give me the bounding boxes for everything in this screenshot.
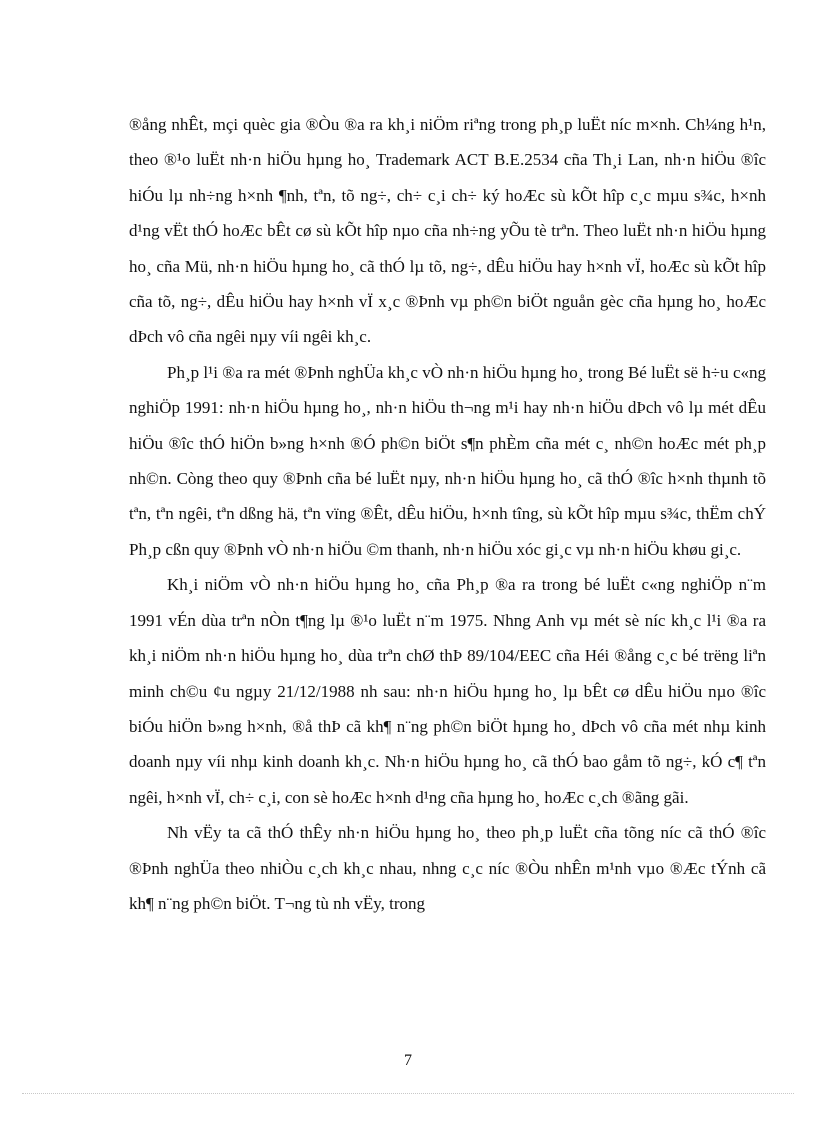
paragraph-2: Ph¸p l¹i ®a ra mét ®Þnh nghÜa kh¸c vÒ nh·n hiÖu hµng ho¸ trong Bé luËt së h÷u c«ng nghiÖp 1991: nh·n hiÖu hµng ho¸, nh·n hiÖu th¬ng m¹i hay nh·n hiÖu dÞch vô lµ mét dÊu hiÖu ®îc thÓ hiÖn b»ng h×nh ®Ó ph©n biÖt s¶n phÈm cña mét c¸ nh©n hoÆc mét ph¸p nh©n. Còng theo quy ®Þnh cña bé luËt nµy, nh·n hiÖu hµng ho¸ cã thÓ ®îc h×nh thµnh tõ tªn, tªn ngêi, tªn dßng hä, tªn vïng ®Êt, dÊu hiÖu, h×nh tîng, sù kÕt hîp mµu s¾c, thËm chÝ Ph¸p cßn quy ®Þnh vÒ nh·n hiÖu ©m thanh, nh·n hiÖu xóc gi¸c vµ nh·n hiÖu khøu gi¸c. bbox=[129, 362, 766, 559]
page-bottom-divider bbox=[22, 1093, 794, 1094]
paragraph-3: Kh¸i niÖm vÒ nh·n hiÖu hµng ho¸ cña Ph¸p ®a ra trong bé luËt c«ng nghiÖp n¨m 1991 vÉn dùa trªn nÒn t¶ng lµ ®¹o luËt n¨m 1975. Nhng Anh vµ mét sè níc kh¸c l¹i ®a ra kh¸i niÖm nh·n hiÖu hµng ho¸ dùa trªn chØ thÞ 89/104/EEC cña Héi ®ång c¸c bé trëng liªn minh ch©u ¢u ngµy 21/12/1988 nh sau: nh·n hiÖu hµng ho¸ lµ bÊt cø dÊu hiÖu nµo ®îc biÓu hiÖn b»ng h×nh, ®å thÞ cã kh¶ n¨ng ph©n biÖt hµng ho¸ dÞch vô cña mét nhµ kinh doanh nµy víi nhµ kinh doanh kh¸c. Nh·n hiÖu hµng ho¸ cã thÓ bao gåm tõ ng÷, kÓ c¶ tªn ngêi, h×nh vÏ, ch÷ c¸i, con sè hoÆc h×nh d¹ng cña hµng ho¸ hoÆc c¸ch ®ãng gãi. bbox=[129, 575, 766, 807]
page-number: 7 bbox=[404, 1052, 412, 1069]
body-text bbox=[129, 107, 766, 921]
paragraph-4: Nh vËy ta cã thÓ thÊy nh·n hiÖu hµng ho¸ theo ph¸p luËt cña tõng níc cã thÓ ®îc ®Þnh nghÜa theo nhiÒu c¸ch kh¸c nhau, nhng c¸c níc ®Òu nhÊn m¹nh vµo ®Æc tÝnh cã kh¶ n¨ng ph©n biÖt. T¬ng tù nh vËy, trong bbox=[129, 823, 766, 913]
paragraph-1: ®ång nhÊt, mçi quèc gia ®Òu ®a ra kh¸i niÖm riªng trong ph¸p luËt níc m×nh. Ch¼ng h¹n, theo ®¹o luËt nh·n hiÖu hµng ho¸ Trademark ACT B.E.2534 cña Th¸i Lan, nh·n hiÖu ®îc hiÓu lµ nh÷ng h×nh ¶nh, tªn, tõ ng÷, ch÷ c¸i ch÷ ký hoÆc sù kÕt hîp c¸c mµu s¾c, h×nh d¹ng vËt thÓ hoÆc bÊt cø sù kÕt hîp nµo cña nh÷ng yÕu tè trªn. Theo luËt nh·n hiÖu hµng ho¸ cña Mü, nh·n hiÖu hµng ho¸ cã thÓ lµ tõ, ng÷, dÊu hiÖu hay h×nh vÏ, hoÆc sù kÕt hîp cña tõ, ng÷, dÊu hiÖu hay h×nh vÏ x¸c ®Þnh vµ ph©n biÖt nguån gèc cña hµng ho¸ hoÆc dÞch vô cña ngêi nµy víi ngêi kh¸c. bbox=[129, 115, 766, 347]
